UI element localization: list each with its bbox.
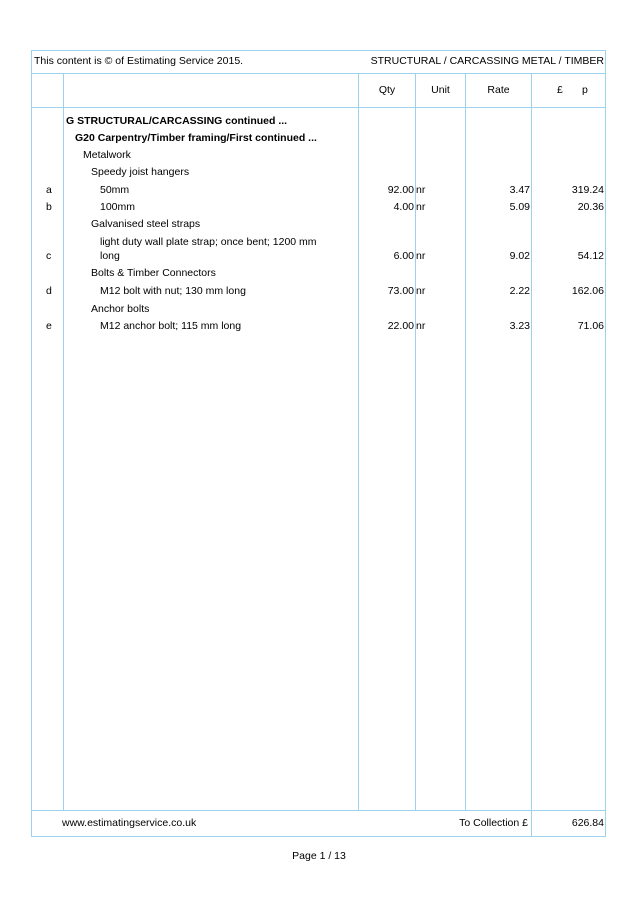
- item-description: 100mm: [100, 201, 136, 213]
- subgroup-label: Speedy joist hangers: [91, 166, 190, 178]
- item-total: 54.12: [577, 250, 604, 262]
- item-description: light duty wall plate strap; once bent; 1200 mm: [100, 236, 317, 248]
- pounds-header: £: [557, 84, 563, 96]
- left-border: [31, 50, 32, 837]
- item-qty: 22.00: [387, 320, 414, 332]
- item-description-continued: long: [100, 250, 120, 262]
- copyright-notice: This content is © of Estimating Service 2015.: [34, 55, 244, 67]
- header-divider: [31, 73, 606, 74]
- collection-label: To Collection £: [459, 817, 528, 829]
- section-heading: G STRUCTURAL/CARCASSING continued ...: [66, 115, 288, 127]
- item-rate: 9.02: [509, 250, 530, 262]
- item-description: M12 anchor bolt; 115 mm long: [100, 320, 242, 332]
- item-unit: nr: [416, 201, 426, 213]
- item-ref: e: [46, 320, 52, 332]
- item-qty: 6.00: [393, 250, 414, 262]
- item-description: 50mm: [100, 184, 130, 196]
- table-bottom-border: [31, 836, 606, 837]
- item-rate: 5.09: [509, 201, 530, 213]
- item-unit: nr: [416, 285, 426, 297]
- item-ref: d: [46, 285, 52, 297]
- right-border: [605, 50, 606, 837]
- item-total: 71.06: [577, 320, 604, 332]
- item-qty: 92.00: [387, 184, 414, 196]
- section-title: STRUCTURAL / CARCASSING METAL / TIMBER: [370, 55, 604, 67]
- item-ref: a: [46, 184, 52, 196]
- item-rate: 3.47: [509, 184, 530, 196]
- subgroup-label: Galvanised steel straps: [91, 218, 201, 230]
- item-qty: 73.00: [387, 285, 414, 297]
- subsection-heading: G20 Carpentry/Timber framing/First continued ...: [75, 132, 317, 144]
- footer-divider: [31, 810, 606, 811]
- group-heading: Metalwork: [83, 149, 131, 161]
- item-ref: c: [46, 250, 52, 262]
- collection-total: 626.84: [571, 817, 604, 829]
- item-total: 20.36: [577, 201, 604, 213]
- subgroup-label: Bolts & Timber Connectors: [91, 267, 216, 279]
- rate-header: Rate: [487, 84, 510, 96]
- item-ref: b: [46, 201, 52, 213]
- item-qty: 4.00: [393, 201, 414, 213]
- item-total: 319.24: [571, 184, 604, 196]
- ref-column-line: [63, 73, 64, 810]
- item-total: 162.06: [571, 285, 604, 297]
- item-rate: 3.23: [509, 320, 530, 332]
- item-unit: nr: [416, 250, 426, 262]
- website-link[interactable]: www.estimatingservice.co.uk: [62, 817, 197, 829]
- subgroup-label: Anchor bolts: [91, 303, 150, 315]
- item-unit: nr: [416, 320, 426, 332]
- unit-header: Unit: [431, 84, 450, 96]
- columns-divider: [31, 107, 606, 108]
- item-rate: 2.22: [509, 285, 530, 297]
- item-description: M12 bolt with nut; 130 mm long: [100, 285, 246, 297]
- pence-header: p: [582, 84, 588, 96]
- item-unit: nr: [416, 184, 426, 196]
- page-number: Page 1 / 13: [292, 850, 346, 862]
- qty-header: Qty: [378, 84, 396, 96]
- table-top-border: [31, 50, 606, 51]
